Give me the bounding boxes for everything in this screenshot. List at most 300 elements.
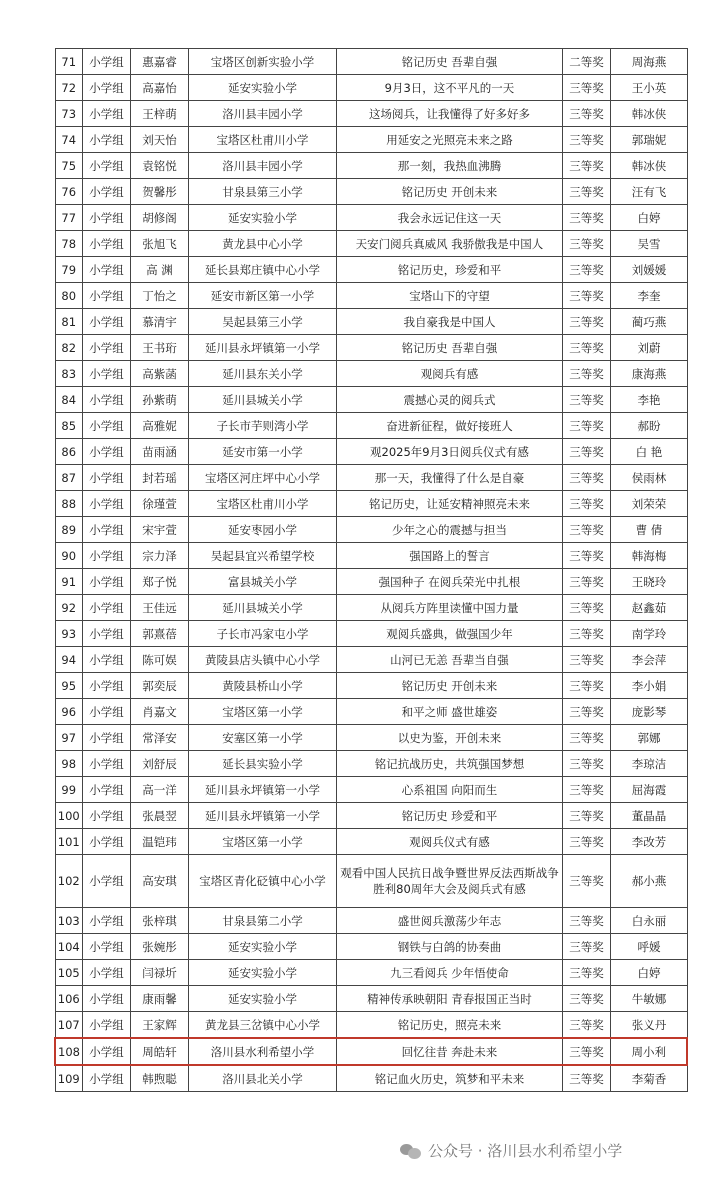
cell-teacher: 牛敏娜 <box>610 986 687 1012</box>
cell-teacher: 郭娜 <box>610 725 687 751</box>
cell-name: 王梓萌 <box>130 101 188 127</box>
cell-teacher: 王晓玲 <box>610 569 687 595</box>
cell-school: 延川县城关小学 <box>188 595 336 621</box>
cell-no: 109 <box>55 1065 82 1092</box>
cell-title: 这场阅兵，让我懂得了好多好多 <box>336 101 562 127</box>
cell-school: 黄陵县店头镇中心小学 <box>188 647 336 673</box>
cell-name: 徐瑾萱 <box>130 491 188 517</box>
table-row <box>55 101 687 127</box>
table-row <box>55 231 687 257</box>
cell-award: 三等奖 <box>562 413 610 439</box>
cell-award: 三等奖 <box>562 803 610 829</box>
table-row <box>55 751 687 777</box>
cell-no: 102 <box>55 855 82 908</box>
cell-title: 用延安之光照亮未来之路 <box>336 127 562 153</box>
cell-no: 96 <box>55 699 82 725</box>
cell-award: 三等奖 <box>562 829 610 855</box>
cell-school: 宝塔区第一小学 <box>188 829 336 855</box>
cell-teacher: 董晶晶 <box>610 803 687 829</box>
cell-award: 三等奖 <box>562 621 610 647</box>
table-row <box>55 205 687 231</box>
cell-award: 三等奖 <box>562 934 610 960</box>
cell-school: 延长县实验小学 <box>188 751 336 777</box>
cell-teacher: 曹 倩 <box>610 517 687 543</box>
cell-award: 二等奖 <box>562 49 610 75</box>
awards-table <box>54 48 688 1092</box>
watermark-text: 公众号 · 洛川县水利希望小学 <box>428 1142 623 1160</box>
cell-no: 76 <box>55 179 82 205</box>
table-row <box>55 647 687 673</box>
table-row <box>55 49 687 75</box>
cell-school: 宝塔区杜甫川小学 <box>188 127 336 153</box>
cell-name: 温铠玮 <box>130 829 188 855</box>
cell-teacher: 李改芳 <box>610 829 687 855</box>
table-row <box>55 934 687 960</box>
cell-award: 三等奖 <box>562 1065 610 1092</box>
cell-title: 宝塔山下的守望 <box>336 283 562 309</box>
cell-award: 三等奖 <box>562 75 610 101</box>
cell-title: 九三看阅兵 少年悟使命 <box>336 960 562 986</box>
cell-award: 三等奖 <box>562 439 610 465</box>
cell-name: 刘天怡 <box>130 127 188 153</box>
cell-teacher: 李小娟 <box>610 673 687 699</box>
cell-name: 肖嘉文 <box>130 699 188 725</box>
cell-school: 延川县城关小学 <box>188 387 336 413</box>
cell-title: 我自豪我是中国人 <box>336 309 562 335</box>
cell-group: 小学组 <box>82 986 130 1012</box>
cell-name: 刘舒辰 <box>130 751 188 777</box>
cell-name: 孙紫萌 <box>130 387 188 413</box>
watermark <box>396 1138 626 1163</box>
cell-title: 强国种子 在阅兵荣光中扎根 <box>336 569 562 595</box>
cell-school: 延川县永坪镇第一小学 <box>188 777 336 803</box>
cell-group: 小学组 <box>82 387 130 413</box>
cell-school: 宝塔区河庄坪中心小学 <box>188 465 336 491</box>
cell-no: 72 <box>55 75 82 101</box>
cell-group: 小学组 <box>82 908 130 934</box>
cell-teacher: 刘媛媛 <box>610 257 687 283</box>
cell-group: 小学组 <box>82 101 130 127</box>
cell-group: 小学组 <box>82 75 130 101</box>
cell-no: 100 <box>55 803 82 829</box>
cell-school: 洛川县北关小学 <box>188 1065 336 1092</box>
cell-school: 黄陵县桥山小学 <box>188 673 336 699</box>
cell-teacher: 李会萍 <box>610 647 687 673</box>
cell-teacher: 张义丹 <box>610 1012 687 1039</box>
cell-no: 94 <box>55 647 82 673</box>
cell-school: 黄龙县中心小学 <box>188 231 336 257</box>
cell-school: 富县城关小学 <box>188 569 336 595</box>
table-row <box>55 361 687 387</box>
cell-no: 99 <box>55 777 82 803</box>
cell-award: 三等奖 <box>562 517 610 543</box>
cell-no: 79 <box>55 257 82 283</box>
table-row <box>55 127 687 153</box>
cell-name: 惠嘉睿 <box>130 49 188 75</box>
cell-no: 104 <box>55 934 82 960</box>
cell-name: 高 渊 <box>130 257 188 283</box>
cell-group: 小学组 <box>82 309 130 335</box>
cell-group: 小学组 <box>82 725 130 751</box>
cell-group: 小学组 <box>82 49 130 75</box>
cell-no: 73 <box>55 101 82 127</box>
cell-school: 延安市第一小学 <box>188 439 336 465</box>
cell-no: 83 <box>55 361 82 387</box>
cell-name: 常泽安 <box>130 725 188 751</box>
cell-title: 观2025年9月3日阅兵仪式有感 <box>336 439 562 465</box>
cell-title: 观看中国人民抗日战争暨世界反法西斯战争胜利80周年大会及阅兵式有感 <box>336 855 562 908</box>
table-row <box>55 855 687 908</box>
cell-title: 盛世阅兵激荡少年志 <box>336 908 562 934</box>
cell-school: 延安实验小学 <box>188 205 336 231</box>
cell-school: 延安枣园小学 <box>188 517 336 543</box>
cell-group: 小学组 <box>82 543 130 569</box>
cell-title: 9月3日，这不平凡的一天 <box>336 75 562 101</box>
cell-teacher: 王小英 <box>610 75 687 101</box>
cell-name: 贺馨彤 <box>130 179 188 205</box>
cell-award: 三等奖 <box>562 1012 610 1039</box>
table-row <box>55 491 687 517</box>
cell-group: 小学组 <box>82 1065 130 1092</box>
cell-no: 86 <box>55 439 82 465</box>
cell-teacher: 吴雪 <box>610 231 687 257</box>
cell-no: 91 <box>55 569 82 595</box>
cell-award: 三等奖 <box>562 699 610 725</box>
cell-no: 98 <box>55 751 82 777</box>
table-row <box>55 75 687 101</box>
cell-award: 三等奖 <box>562 101 610 127</box>
cell-name: 宋宇萱 <box>130 517 188 543</box>
cell-award: 三等奖 <box>562 751 610 777</box>
cell-school: 延安市新区第一小学 <box>188 283 336 309</box>
cell-group: 小学组 <box>82 205 130 231</box>
cell-group: 小学组 <box>82 621 130 647</box>
cell-award: 三等奖 <box>562 465 610 491</box>
cell-title: 我会永远记住这一天 <box>336 205 562 231</box>
cell-award: 三等奖 <box>562 127 610 153</box>
cell-name: 郑子悦 <box>130 569 188 595</box>
cell-no: 77 <box>55 205 82 231</box>
cell-group: 小学组 <box>82 257 130 283</box>
cell-title: 那一天，我懂得了什么是自豪 <box>336 465 562 491</box>
cell-award: 三等奖 <box>562 725 610 751</box>
table-row <box>55 829 687 855</box>
table-row <box>55 543 687 569</box>
cell-school: 子长市芋则湾小学 <box>188 413 336 439</box>
cell-no: 92 <box>55 595 82 621</box>
table-row <box>55 673 687 699</box>
cell-teacher: 南学玲 <box>610 621 687 647</box>
table-row <box>55 986 687 1012</box>
cell-title: 观阅兵有感 <box>336 361 562 387</box>
cell-award: 三等奖 <box>562 1038 610 1065</box>
cell-name: 王家辉 <box>130 1012 188 1039</box>
table-row <box>55 283 687 309</box>
cell-teacher: 李菊香 <box>610 1065 687 1092</box>
cell-school: 吴起县第三小学 <box>188 309 336 335</box>
table-row <box>55 595 687 621</box>
table-row <box>55 1012 687 1039</box>
cell-teacher: 屈海霞 <box>610 777 687 803</box>
table-row <box>55 777 687 803</box>
cell-award: 三等奖 <box>562 569 610 595</box>
cell-no: 87 <box>55 465 82 491</box>
cell-group: 小学组 <box>82 1038 130 1065</box>
cell-title: 铭记血火历史，筑梦和平未来 <box>336 1065 562 1092</box>
cell-group: 小学组 <box>82 127 130 153</box>
cell-award: 三等奖 <box>562 335 610 361</box>
cell-name: 闫禄圻 <box>130 960 188 986</box>
cell-school: 宝塔区杜甫川小学 <box>188 491 336 517</box>
cell-name: 高一洋 <box>130 777 188 803</box>
table-row <box>55 465 687 491</box>
table-row <box>55 387 687 413</box>
cell-no: 89 <box>55 517 82 543</box>
cell-school: 黄龙县三岔镇中心小学 <box>188 1012 336 1039</box>
cell-award: 三等奖 <box>562 257 610 283</box>
cell-group: 小学组 <box>82 647 130 673</box>
cell-school: 宝塔区创新实验小学 <box>188 49 336 75</box>
cell-award: 三等奖 <box>562 647 610 673</box>
cell-name: 王书珩 <box>130 335 188 361</box>
cell-school: 洛川县丰园小学 <box>188 101 336 127</box>
cell-group: 小学组 <box>82 179 130 205</box>
cell-group: 小学组 <box>82 829 130 855</box>
cell-award: 三等奖 <box>562 543 610 569</box>
cell-no: 107 <box>55 1012 82 1039</box>
cell-group: 小学组 <box>82 673 130 699</box>
cell-group: 小学组 <box>82 751 130 777</box>
cell-award: 三等奖 <box>562 986 610 1012</box>
cell-title: 铭记历史，珍爱和平 <box>336 257 562 283</box>
table-row <box>55 725 687 751</box>
cell-group: 小学组 <box>82 934 130 960</box>
cell-name: 慕清宇 <box>130 309 188 335</box>
cell-title: 铭记历史 吾辈自强 <box>336 49 562 75</box>
cell-title: 铭记历史 开创未来 <box>336 673 562 699</box>
cell-group: 小学组 <box>82 803 130 829</box>
cell-award: 三等奖 <box>562 387 610 413</box>
cell-name: 张旭飞 <box>130 231 188 257</box>
table-row <box>55 517 687 543</box>
cell-group: 小学组 <box>82 777 130 803</box>
cell-no: 97 <box>55 725 82 751</box>
cell-school: 延川县永坪镇第一小学 <box>188 803 336 829</box>
cell-no: 81 <box>55 309 82 335</box>
cell-no: 84 <box>55 387 82 413</box>
cell-school: 洛川县丰园小学 <box>188 153 336 179</box>
cell-no: 93 <box>55 621 82 647</box>
cell-group: 小学组 <box>82 361 130 387</box>
cell-title: 奋进新征程，做好接班人 <box>336 413 562 439</box>
cell-group: 小学组 <box>82 439 130 465</box>
cell-no: 82 <box>55 335 82 361</box>
cell-title: 山河已无恙 吾辈当自强 <box>336 647 562 673</box>
cell-school: 延安实验小学 <box>188 986 336 1012</box>
cell-title: 铭记历史，照亮未来 <box>336 1012 562 1039</box>
cell-name: 张婉彤 <box>130 934 188 960</box>
cell-school: 安塞区第一小学 <box>188 725 336 751</box>
cell-award: 三等奖 <box>562 309 610 335</box>
cell-group: 小学组 <box>82 1012 130 1039</box>
cell-teacher: 周海燕 <box>610 49 687 75</box>
cell-award: 三等奖 <box>562 153 610 179</box>
cell-title: 心系祖国 向阳而生 <box>336 777 562 803</box>
cell-teacher: 白永丽 <box>610 908 687 934</box>
cell-teacher: 白婷 <box>610 960 687 986</box>
cell-title: 观阅兵仪式有感 <box>336 829 562 855</box>
cell-title: 铭记历史 吾辈自强 <box>336 335 562 361</box>
cell-award: 三等奖 <box>562 960 610 986</box>
cell-title: 铭记抗战历史，共筑强国梦想 <box>336 751 562 777</box>
table-row-highlighted <box>55 1038 687 1065</box>
table-row <box>55 413 687 439</box>
cell-award: 三等奖 <box>562 491 610 517</box>
table-row <box>55 257 687 283</box>
cell-title: 少年之心的震撼与担当 <box>336 517 562 543</box>
cell-title: 观阅兵盛典，做强国少年 <box>336 621 562 647</box>
cell-teacher: 郝盼 <box>610 413 687 439</box>
cell-school: 甘泉县第二小学 <box>188 908 336 934</box>
cell-teacher: 康海燕 <box>610 361 687 387</box>
cell-group: 小学组 <box>82 595 130 621</box>
cell-teacher: 韩冰侠 <box>610 101 687 127</box>
cell-name: 郭奕辰 <box>130 673 188 699</box>
cell-teacher: 李琼洁 <box>610 751 687 777</box>
cell-no: 80 <box>55 283 82 309</box>
cell-school: 宝塔区青化砭镇中心小学 <box>188 855 336 908</box>
cell-no: 74 <box>55 127 82 153</box>
cell-group: 小学组 <box>82 465 130 491</box>
table-row <box>55 309 687 335</box>
cell-teacher: 李奎 <box>610 283 687 309</box>
cell-award: 三等奖 <box>562 205 610 231</box>
cell-name: 张晨翌 <box>130 803 188 829</box>
wechat-icon <box>400 1142 422 1160</box>
cell-no: 106 <box>55 986 82 1012</box>
cell-group: 小学组 <box>82 283 130 309</box>
cell-group: 小学组 <box>82 153 130 179</box>
cell-title: 以史为鉴，开创未来 <box>336 725 562 751</box>
cell-group: 小学组 <box>82 569 130 595</box>
cell-teacher: 周小利 <box>610 1038 687 1065</box>
cell-name: 袁铭悦 <box>130 153 188 179</box>
cell-school: 延川县永坪镇第一小学 <box>188 335 336 361</box>
cell-teacher: 赵鑫茹 <box>610 595 687 621</box>
cell-no: 88 <box>55 491 82 517</box>
cell-teacher: 汪有飞 <box>610 179 687 205</box>
cell-title: 铭记历史，让延安精神照亮未来 <box>336 491 562 517</box>
cell-group: 小学组 <box>82 335 130 361</box>
table-row <box>55 699 687 725</box>
cell-name: 康雨馨 <box>130 986 188 1012</box>
cell-name: 张梓琪 <box>130 908 188 934</box>
cell-name: 陈可娱 <box>130 647 188 673</box>
cell-title: 震撼心灵的阅兵式 <box>336 387 562 413</box>
cell-award: 三等奖 <box>562 361 610 387</box>
cell-school: 子长市冯家屯小学 <box>188 621 336 647</box>
cell-teacher: 韩冰侠 <box>610 153 687 179</box>
cell-teacher: 郭瑞妮 <box>610 127 687 153</box>
cell-name: 郭熹蓓 <box>130 621 188 647</box>
cell-title: 天安门阅兵真威风 我骄傲我是中国人 <box>336 231 562 257</box>
table-row <box>55 908 687 934</box>
cell-award: 三等奖 <box>562 673 610 699</box>
cell-teacher: 蔺巧燕 <box>610 309 687 335</box>
cell-name: 苗雨涵 <box>130 439 188 465</box>
cell-group: 小学组 <box>82 699 130 725</box>
cell-teacher: 李艳 <box>610 387 687 413</box>
cell-award: 三等奖 <box>562 283 610 309</box>
cell-no: 95 <box>55 673 82 699</box>
cell-award: 三等奖 <box>562 855 610 908</box>
table-row <box>55 439 687 465</box>
cell-title: 回忆往昔 奔赴未来 <box>336 1038 562 1065</box>
cell-teacher: 白 艳 <box>610 439 687 465</box>
cell-group: 小学组 <box>82 491 130 517</box>
cell-no: 105 <box>55 960 82 986</box>
cell-title: 铭记历史 开创未来 <box>336 179 562 205</box>
cell-teacher: 侯雨林 <box>610 465 687 491</box>
cell-school: 延安实验小学 <box>188 960 336 986</box>
cell-award: 三等奖 <box>562 908 610 934</box>
cell-no: 90 <box>55 543 82 569</box>
cell-name: 丁怡之 <box>130 283 188 309</box>
cell-teacher: 白婷 <box>610 205 687 231</box>
cell-no: 85 <box>55 413 82 439</box>
cell-group: 小学组 <box>82 231 130 257</box>
cell-no: 75 <box>55 153 82 179</box>
cell-teacher: 刘蔚 <box>610 335 687 361</box>
cell-teacher: 呼媛 <box>610 934 687 960</box>
cell-teacher: 郝小燕 <box>610 855 687 908</box>
cell-school: 吴起县宜兴希望学校 <box>188 543 336 569</box>
cell-school: 延安实验小学 <box>188 75 336 101</box>
cell-group: 小学组 <box>82 413 130 439</box>
cell-no: 103 <box>55 908 82 934</box>
cell-name: 封若瑶 <box>130 465 188 491</box>
cell-award: 三等奖 <box>562 777 610 803</box>
cell-group: 小学组 <box>82 960 130 986</box>
cell-name: 高嘉怡 <box>130 75 188 101</box>
table-row <box>55 803 687 829</box>
cell-name: 胡修阁 <box>130 205 188 231</box>
table-row <box>55 153 687 179</box>
table-row <box>55 960 687 986</box>
cell-teacher: 庞影琴 <box>610 699 687 725</box>
table-row <box>55 621 687 647</box>
table-row <box>55 569 687 595</box>
cell-no: 108 <box>55 1038 82 1065</box>
cell-award: 三等奖 <box>562 179 610 205</box>
cell-no: 101 <box>55 829 82 855</box>
cell-award: 三等奖 <box>562 595 610 621</box>
table-row <box>55 1065 687 1092</box>
cell-teacher: 刘荣荣 <box>610 491 687 517</box>
table-row <box>55 335 687 361</box>
cell-title: 钢铁与白鸽的协奏曲 <box>336 934 562 960</box>
cell-title: 从阅兵方阵里读懂中国力量 <box>336 595 562 621</box>
cell-name: 高安琪 <box>130 855 188 908</box>
cell-name: 韩煦聪 <box>130 1065 188 1092</box>
cell-title: 那一刻，我热血沸腾 <box>336 153 562 179</box>
cell-title: 铭记历史 珍爱和平 <box>336 803 562 829</box>
cell-no: 71 <box>55 49 82 75</box>
cell-name: 高雅妮 <box>130 413 188 439</box>
cell-group: 小学组 <box>82 517 130 543</box>
cell-award: 三等奖 <box>562 231 610 257</box>
awards-table-body <box>55 49 687 1092</box>
